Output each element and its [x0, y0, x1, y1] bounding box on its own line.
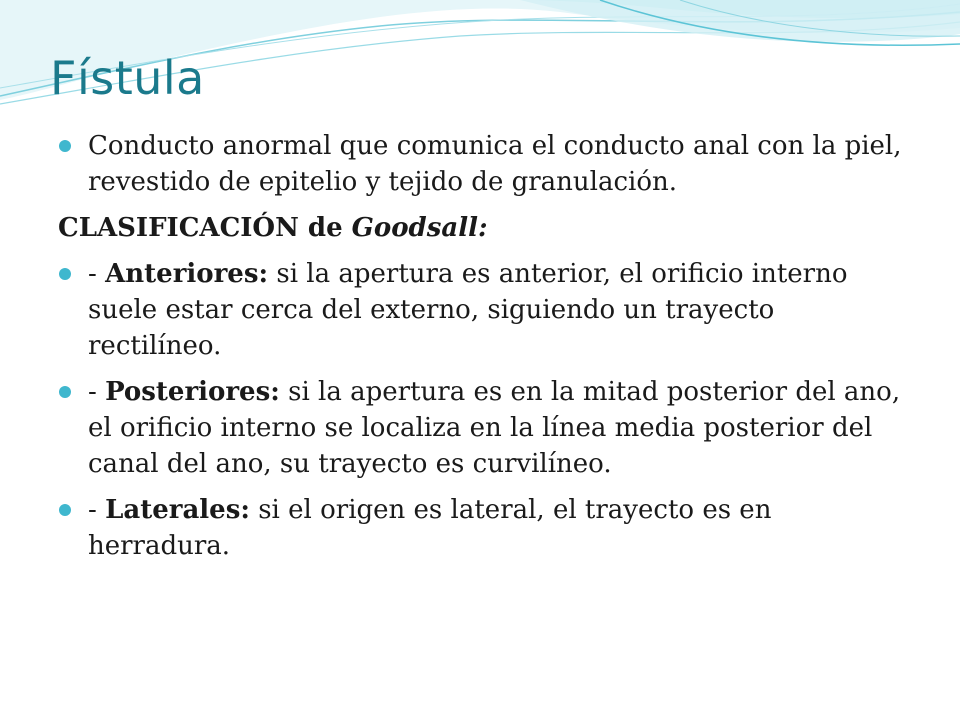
classification-label: CLASIFICACIÓN de [58, 213, 352, 243]
round-bullet-icon [59, 504, 71, 516]
item-prefix: - [88, 495, 106, 525]
item-text: si la apertura es anterior, el orificio interno suele estar cerca del externo, siguiendo un trayecto rectilíneo. [88, 259, 848, 361]
round-bullet-icon [59, 386, 71, 398]
item-prefix: - [88, 377, 106, 407]
list-item-laterales [58, 492, 908, 564]
slide-content [58, 128, 908, 574]
item-text: si la apertura es en la mitad posterior del ano, el orificio interno se localiza en la línea media posterior del canal del ano, su trayecto es curvilíneo. [88, 377, 901, 479]
list-item-anteriores [58, 256, 908, 364]
intro-text: Conducto anormal que comunica el conducto anal con la piel, revestido de epitelio y tejido de granulación. [88, 131, 902, 197]
item-term: Posteriores: [105, 377, 280, 407]
item-term: Anteriores: [105, 259, 269, 289]
round-bullet-icon [59, 268, 71, 280]
item-term: Laterales: [105, 495, 250, 525]
item-text: si el origen es lateral, el trayecto es en herradura. [88, 495, 772, 561]
classification-author: Goodsall: [351, 213, 488, 243]
list-item-posteriores [58, 374, 908, 482]
item-prefix: - [88, 259, 106, 289]
intro-bullet [58, 128, 908, 200]
classification-heading [58, 210, 908, 246]
slide-title: Fístula [50, 51, 205, 105]
round-bullet-icon [59, 140, 71, 152]
